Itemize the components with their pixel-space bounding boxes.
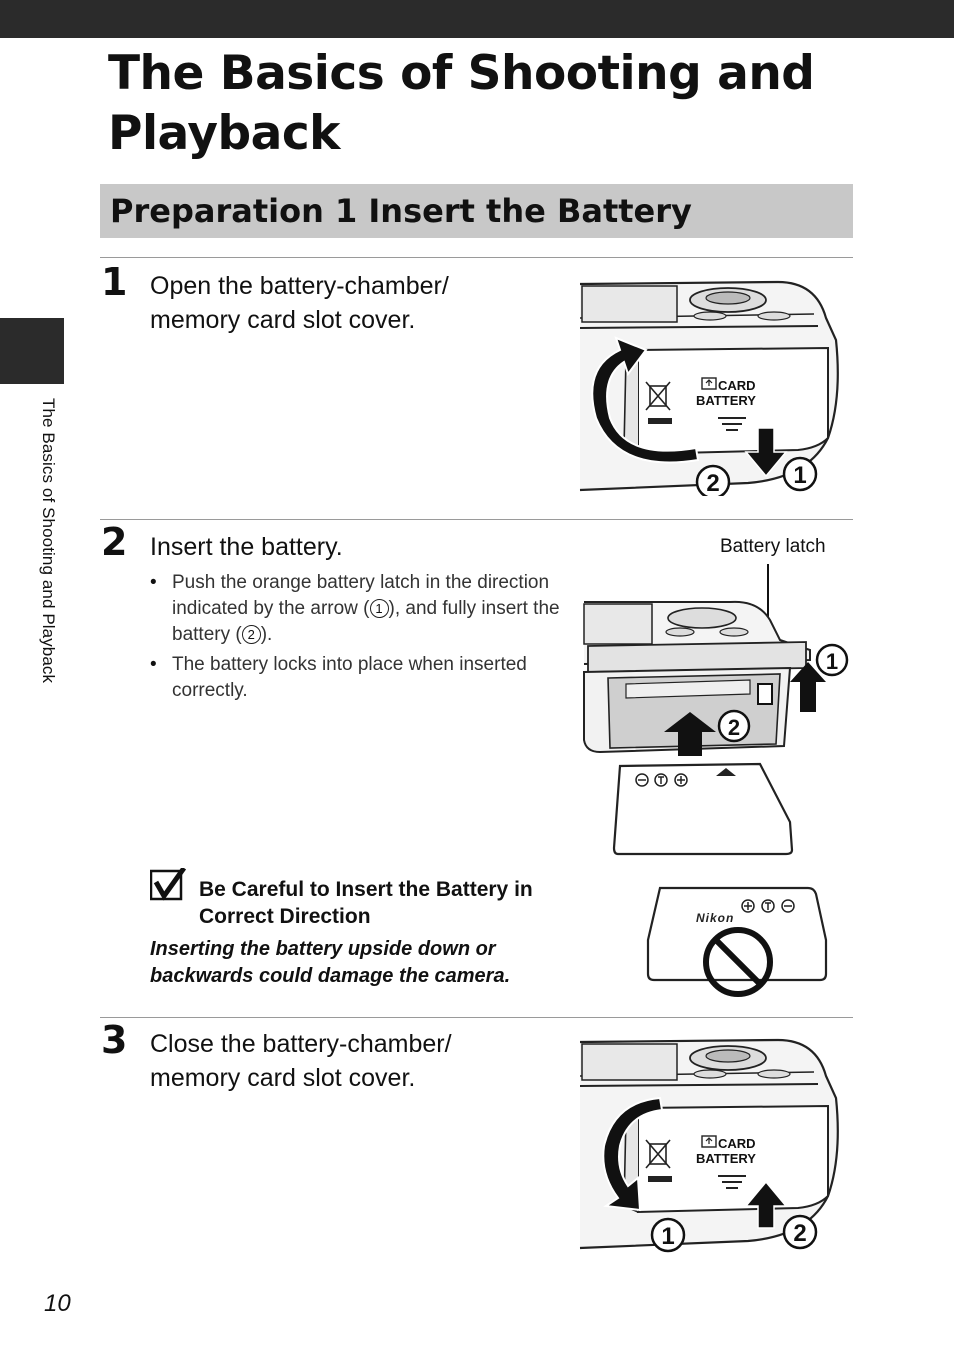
close-cover-illustration bbox=[578, 1036, 846, 1256]
bullet-text: Push the orange battery latch in the direction indicated by the arrow ( bbox=[172, 572, 550, 619]
marker-1: 1 bbox=[661, 1223, 675, 1250]
wrong-battery-illustration bbox=[644, 884, 830, 1002]
bullet-item bbox=[150, 652, 560, 704]
circled-number-2: 2 bbox=[242, 625, 261, 644]
bullet-text: ), and fully insert the battery ( bbox=[172, 598, 560, 645]
battery-brand: Nikon bbox=[696, 911, 735, 925]
chapter-title: The Basics of Shooting and Playback bbox=[108, 46, 815, 161]
step-3-text: Close the battery-chamber/ memory card slot cover. bbox=[150, 1030, 452, 1092]
step-divider bbox=[100, 257, 853, 258]
step-3-number: 3 bbox=[101, 1018, 128, 1062]
caution-title: Be Careful to Insert the Battery in Correct Direction bbox=[199, 878, 533, 928]
battery-latch-callout: Battery latch bbox=[720, 536, 826, 557]
cover-battery-label: BATTERY bbox=[696, 393, 756, 408]
circled-number-1: 1 bbox=[370, 599, 389, 618]
step-divider bbox=[100, 1017, 853, 1018]
caution-body: Inserting the battery upside down or backwards could damage the camera. bbox=[150, 938, 511, 987]
cover-battery-label: BATTERY bbox=[696, 1151, 756, 1166]
marker-2: 2 bbox=[727, 715, 741, 740]
side-chapter-label: The Basics of Shooting and Playback bbox=[39, 398, 58, 684]
section-header bbox=[100, 184, 853, 238]
step-1-number: 1 bbox=[101, 260, 128, 304]
marker-1: 1 bbox=[793, 462, 807, 489]
marker-2: 2 bbox=[706, 470, 720, 496]
step-2-bullets bbox=[150, 570, 560, 708]
bullet-text: ). bbox=[260, 624, 273, 645]
caution-check-icon bbox=[150, 868, 186, 902]
bullet-item bbox=[150, 570, 560, 648]
marker-2: 2 bbox=[793, 1220, 807, 1247]
bullet-text: The battery locks into place when inserted correctly. bbox=[172, 654, 527, 701]
chapter-header-bar bbox=[0, 0, 954, 38]
page-number: 10 bbox=[44, 1290, 71, 1317]
cover-card-label: CARD bbox=[718, 1136, 756, 1151]
step-1-text: Open the battery-chamber/ memory card slot cover. bbox=[150, 272, 449, 334]
step-divider bbox=[100, 519, 853, 520]
chapter-side-tab bbox=[0, 318, 64, 384]
marker-1: 1 bbox=[825, 649, 839, 674]
cover-card-label: CARD bbox=[718, 378, 756, 393]
insert-battery-illustration bbox=[580, 560, 852, 860]
section-title: Preparation 1 Insert the Battery bbox=[110, 192, 692, 230]
open-cover-illustration bbox=[578, 278, 846, 496]
step-2-text: Insert the battery. bbox=[150, 533, 343, 561]
step-2-number: 2 bbox=[101, 520, 128, 564]
